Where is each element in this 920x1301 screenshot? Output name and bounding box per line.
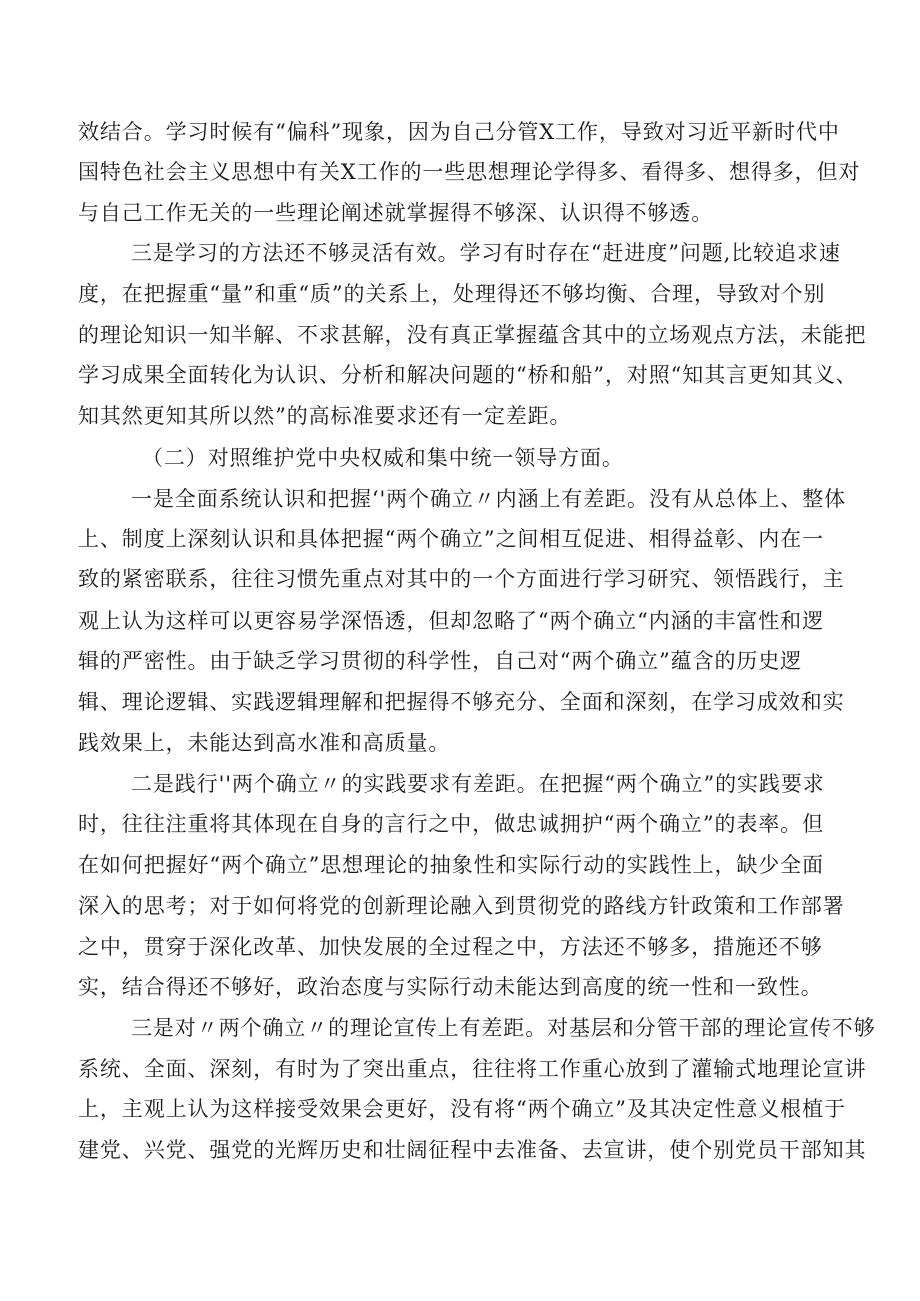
text-line: 时，往往注重将其体现在自身的言行之中，做忠诚拥护“两个确立”的表率。但: [78, 812, 824, 836]
text-line: 上、制度上深刻认识和具体把握“两个确立”之间相互促进、相得益彰、内在一: [78, 527, 824, 551]
text-line: 学习成果全面转化为认识、分析和解决问题的“桥和船”，对照“知其言更知其义、: [78, 363, 858, 387]
text-line: 深入的思考；对于如何将党的创新理论融入到贯彻党的路线方针政策和工作部署: [78, 894, 845, 918]
text-line: 实，结合得还不够好，政治态度与实际行动未能达到高度的统一性和一致性。: [78, 975, 823, 999]
text-line: 的理论知识一知半解、不求甚解，没有真正掌握蕴含其中的立场观点方法，未能把: [78, 323, 867, 347]
text-line: 在如何把握好“两个确立”思想理论的抽象性和实际行动的实践性上，缺少全面: [78, 853, 824, 877]
text-line: 国特色社会主义思想中有关X工作的一些思想理论学得多、看得多、想得多，但对: [78, 160, 861, 184]
text-line: 上，主观上认为这样接受效果会更好，没有将“两个确立”及其决定性意义根植于: [78, 1097, 846, 1121]
text-line: 知其然更知其所以然”的高标准要求还有一定差距。: [78, 404, 572, 428]
section-heading: （二）对照维护党中央权威和集中统一领导方面。: [142, 446, 624, 470]
text-line: 三是对〃两个确立〃的理论宣传上有差距。对基层和分管干部的理论宣传不够: [131, 1016, 876, 1040]
text-line: 践效果上，未能达到高水准和高质量。: [78, 731, 451, 755]
text-line: 三是学习的方法还不够灵活有效。学习有时存在“赶进度”问题,比较追求速: [131, 241, 841, 265]
text-line: 辑的严密性。由于缺乏学习贯彻的科学性，自己对“两个确立”蕴含的历史逻: [78, 649, 803, 673]
text-line: 观上认为这样可以更容易学深悟透，但却忽略了“两个确立“内涵的丰富性和逻: [78, 609, 824, 633]
text-line: 系统、全面、深刻，有时为了突出重点，往往将工作重心放到了灌输式地理论宣讲: [78, 1057, 867, 1081]
text-line: 致的紧密联系，往往习惯先重点对其中的一个方面进行学习研究、领悟践行，主: [78, 567, 845, 591]
text-line: 与自己工作无关的一些理论阐述就掌握得不够深、认识得不够透。: [78, 201, 714, 225]
text-line: 辑、理论逻辑、实践逻辑理解和把握得不够充分、全面和深刻，在学习成效和实: [78, 690, 845, 714]
text-line: 度，在把握重“量”和重“质”的关系上，处理得还不够均衡、合理，导致对个别: [78, 282, 826, 306]
text-line: 二是践行''两个确立〃的实践要求有差距。在把握“两个确立”的实践要求: [131, 772, 825, 796]
text-line: 之中，贯穿于深化改革、加快发展的全过程之中，方法还不够多，措施还不够: [78, 935, 823, 959]
text-line: 建党、兴党、强党的光辉历史和壮阔征程中去准备、去宣讲，使个别党员干部知其: [78, 1138, 867, 1162]
text-line: 效结合。学习时候有“偏科”现象，因为自己分管X工作，导致对习近平新时代中: [78, 120, 840, 144]
text-line: 一是全面系统认识和把握‘'两个确立〃内涵上有差距。没有从总体上、整体: [131, 487, 847, 511]
